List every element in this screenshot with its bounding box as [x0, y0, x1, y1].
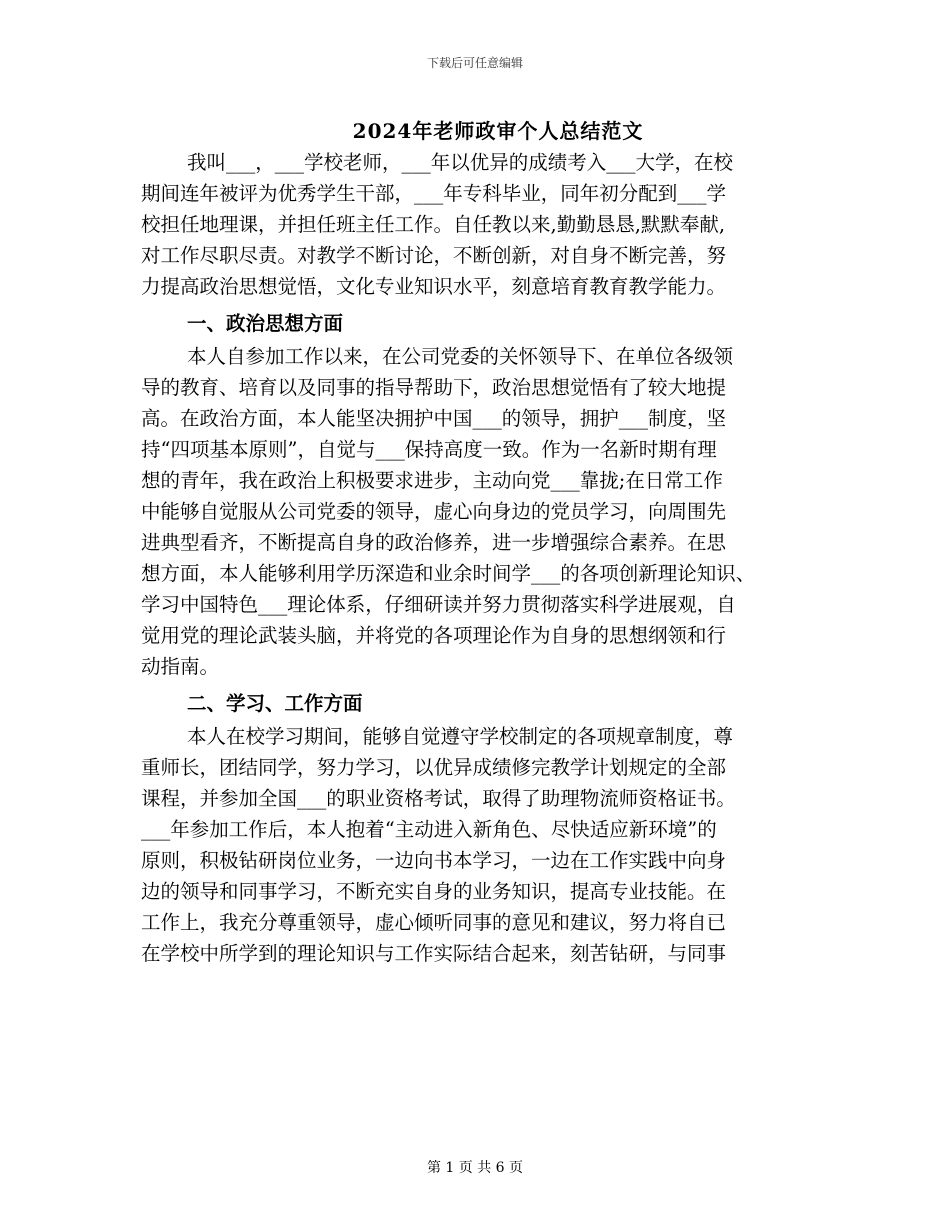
- text-line: 动指南。: [141, 655, 220, 678]
- text-line: 期间连年被评为优秀学生干部，___年专科毕业，同年初分配到___学: [141, 182, 727, 205]
- text-line: 本人在校学习期间，能够自觉遵守学校制定的各项规章制度，尊: [187, 725, 734, 748]
- text-line: 课程，并参加全国___的职业资格考试，取得了助理物流师资格证书。: [141, 787, 736, 810]
- text-line: 中能够自觉服从公司党委的领导，虚心向身边的党员学习，向周围先: [141, 500, 727, 523]
- text-line: 力提高政治思想觉悟，文化专业知识水平，刻意培育教育教学能力。: [141, 275, 727, 298]
- text-line: 持“四项基本原则”，自觉与___保持高度一致。作为一名新时期有理: [141, 438, 717, 461]
- text-line: 重师长，团结同学，努力学习，以优异成绩修完教学计划规定的全部: [141, 756, 727, 779]
- text-line: 我叫___，___学校老师，___年以优异的成绩考入___大学，在校: [187, 151, 734, 174]
- text-line: 高。在政治方面，本人能坚决拥护中国___的领导，拥护___制度，坚: [141, 407, 727, 430]
- page-number-footer: 第 1 页 共 6 页: [426, 1160, 524, 1176]
- text-line: 本人自参加工作以来，在公司党委的关怀领导下、在单位各级领: [187, 345, 734, 368]
- text-line: 原则，积极钻研岗位业务，一边向书本学习，一边在工作实践中向身: [141, 849, 727, 872]
- text-line: 边的领导和同事学习，不断充实自身的业务知识，提高专业技能。在: [141, 880, 727, 903]
- text-line: 学习中国特色___理论体系，仔细研读并努力贯彻落实科学进展观，自: [141, 593, 736, 616]
- text-line: 校担任地理课，并担任班主任工作。自任教以来,勤勤恳恳,默默奉献,: [141, 213, 726, 236]
- section-heading-study-work: 二、学习、工作方面: [187, 692, 363, 715]
- text-line: 对工作尽职尽责。对教学不断讨论，不断创新，对自身不断完善，努: [141, 244, 727, 267]
- text-line: ___年参加工作后，本人抱着“主动进入新角色、尽快适应新环境”的: [141, 818, 717, 841]
- intro-paragraph: [141, 147, 831, 302]
- section-heading-political: 一、政治思想方面: [187, 312, 344, 335]
- text-line: 导的教育、培育以及同事的指导帮助下，政治思想觉悟有了较大地提: [141, 376, 727, 399]
- text-line: 想的青年，我在政治上积极要求进步，主动向党___靠拢;在日常工作: [141, 469, 723, 492]
- text-line: 想方面，本人能够利用学历深造和业余时间学___的各项创新理论知识、: [141, 562, 756, 585]
- text-line: 觉用党的理论武装头脑，并将党的各项理论作为自身的思想纲领和行: [141, 624, 727, 647]
- text-line: 在学校中所学到的理论知识与工作实际结合起来，刻苦钻研，与同事: [141, 942, 727, 965]
- text-line: 工作上，我充分尊重领导，虚心倾听同事的意见和建议，努力将自已: [141, 911, 727, 934]
- study-work-paragraph: [141, 721, 831, 969]
- text-line: 进典型看齐，不断提高自身的政治修养，进一步增强综合素养。在思: [141, 531, 727, 554]
- political-paragraph: [141, 341, 831, 682]
- document-title: 2024年老师政审个人总结范文: [352, 119, 644, 143]
- header-note: 下载后可任意编辑: [426, 56, 523, 70]
- document-body: [141, 147, 831, 969]
